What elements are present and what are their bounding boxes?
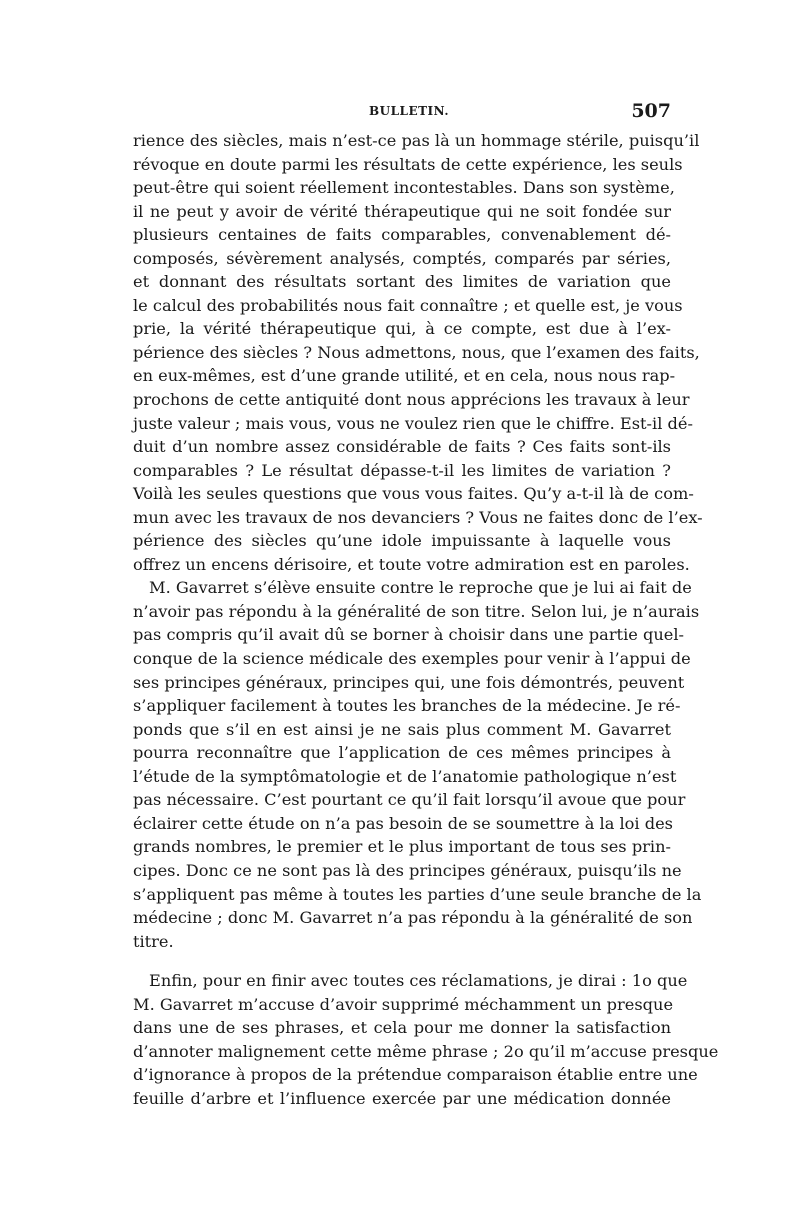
text-line: Voilà les seules questions que vous vous faites. Qu’y a-t-il là de com- (133, 484, 694, 504)
text-line: mun avec les travaux de nos devanciers ? Vous ne faites donc de l’ex- (133, 507, 703, 527)
text-line: grands nombres, le premier et le plus important de tous ses prin- (133, 837, 671, 857)
text-line: cipes. Donc ce ne sont pas là des principes généraux, puisqu’ils ne (133, 860, 682, 880)
text-line: conque de la science médicale des exemples pour venir à l’appui de (133, 649, 691, 669)
paragraph-1 (133, 129, 703, 576)
text-line: feuille d’arbre et l’influence exercée par une médication donnée (133, 1088, 671, 1108)
text-line: plusieurs centaines de faits comparables, convenablement dé- (133, 225, 671, 245)
text-line: pourra reconnaître que l’application de ces mêmes principes à (133, 743, 671, 763)
text-line: en eux-mêmes, est d’une grande utilité, et en cela, nous nous rap- (133, 366, 676, 386)
text-line: d’ignorance à propos de la prétendue comparaison établie entre une (133, 1065, 698, 1085)
text-line: duit d’un nombre assez considérable de faits ? Ces faits sont-ils (133, 437, 671, 457)
text-line: pas nécessaire. C’est pourtant ce qu’il fait lorsqu’il avoue que pour (133, 790, 686, 810)
text-line: composés, sévèrement analysés, comptés, comparés par séries, (133, 248, 671, 268)
text-line: n’avoir pas répondu à la généralité de son titre. Selon lui, je n’aurais (133, 601, 700, 621)
text-line: dans une de ses phrases, et cela pour me donner la satisfaction (133, 1018, 671, 1038)
text-line: l’étude de la symptômatologie et de l’anatomie pathologique n’est (133, 766, 677, 786)
text-line: rience des siècles, mais n’est-ce pas là un hommage stérile, puisqu’il (133, 131, 700, 150)
text-line: M. Gavarret m’accuse d’avoir supprimé méchamment un presque (133, 994, 674, 1014)
body-text (133, 129, 719, 1110)
text-line: ses principes généraux, principes qui, une fois démontrés, peuvent (133, 672, 685, 692)
paragraph-2 (133, 576, 702, 953)
text-line: M. Gavarret s’élève ensuite contre le reproche que je lui ai fait de (149, 578, 692, 598)
text-line: pas compris qu’il avait dû se borner à choisir dans une partie quel- (133, 625, 684, 645)
text-line: s’appliquent pas même à toutes les parties d’une seule branche de la (133, 884, 702, 904)
text-line: prochons de cette antiquité dont nous apprécions les travaux à leur (133, 390, 690, 410)
text-line: peut-être qui soient réellement incontestables. Dans son système, (133, 178, 675, 198)
text-line: périence des siècles ? Nous admettons, nous, que l’examen des faits, (133, 342, 700, 362)
text-line: juste valeur ; mais vous, vous ne voulez rien que le chiffre. Est-il dé- (133, 413, 693, 433)
text-line: Enfin, pour en finir avec toutes ces réclamations, je dirai : 1o que (149, 971, 688, 991)
text-line: éclairer cette étude on n’a pas besoin de se soumettre à la loi des (133, 813, 673, 833)
paragraph-gap (133, 953, 671, 969)
text-line: d’annoter malignement cette même phrase ; 2o qu’il m’accuse presque (133, 1041, 719, 1061)
text-line: périence des siècles qu’une idole impuissante à laquelle vous (133, 531, 671, 551)
text-line: il ne peut y avoir de vérité thérapeutique qui ne soit fondée sur (133, 201, 671, 221)
text-line: ponds que s’il en est ainsi je ne sais plus comment M. Gavarret (133, 719, 671, 739)
page-header (133, 102, 671, 126)
page-number: 507 (631, 100, 671, 122)
running-head: BULLETIN. (369, 104, 450, 118)
text-line: et donnant des résultats sortant des limites de variation que (133, 272, 671, 292)
text-line: le calcul des probabilités nous fait connaître ; et quelle est, je vous (133, 295, 683, 315)
text-line: comparables ? Le résultat dépasse-t-il les limites de variation ? (133, 460, 671, 480)
paragraph-3 (133, 969, 719, 1110)
text-line: titre. (133, 931, 174, 951)
text-line: offrez un encens dérisoire, et toute votre admiration est en paroles. (133, 554, 690, 574)
text-line: révoque en doute parmi les résultats de cette expérience, les seuls (133, 154, 683, 174)
text-line: s’appliquer facilement à toutes les branches de la médecine. Je ré- (133, 696, 681, 716)
text-line: prie, la vérité thérapeutique qui, à ce compte, est due à l’ex- (133, 319, 671, 339)
text-line: médecine ; donc M. Gavarret n’a pas répondu à la généralité de son (133, 908, 693, 928)
